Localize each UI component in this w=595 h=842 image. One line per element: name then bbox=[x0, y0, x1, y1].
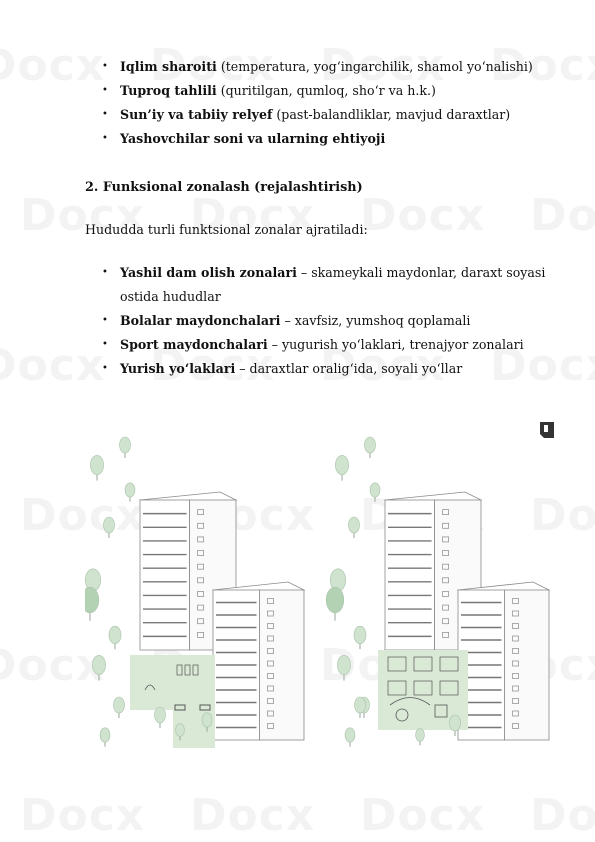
watermark-text bbox=[360, 790, 485, 841]
bullet-icon: • bbox=[102, 267, 108, 278]
bullet-icon: • bbox=[102, 339, 108, 350]
tree-icon bbox=[104, 517, 115, 538]
tree-icon bbox=[120, 437, 131, 458]
tree-icon bbox=[92, 655, 105, 680]
tree-icon bbox=[85, 587, 99, 621]
section-paragraph: Hududda turli funktsional zonalar ajratiladi: bbox=[85, 222, 368, 237]
tree-icon bbox=[416, 729, 425, 746]
tree-icon bbox=[370, 483, 380, 502]
watermark-text bbox=[0, 40, 105, 91]
tree-icon bbox=[155, 707, 166, 728]
bullet-icon: • bbox=[102, 133, 108, 144]
list-item: • Sun’iy va tabiiy relyef (past-balandliklar, mavjud daraxtlar) bbox=[98, 103, 533, 127]
tree-icon bbox=[114, 697, 125, 718]
tree-icon bbox=[337, 655, 350, 680]
tree-icon bbox=[125, 483, 135, 502]
list-item: • Yashil dam olish zonalari – skameykali maydonlar, daraxt soyasi ostida hududlar bbox=[98, 261, 545, 309]
list-item: • Yashovchilar soni va ularning ehtiyoji bbox=[98, 127, 533, 151]
list-item: • Bolalar maydonchalari – xavfsiz, yumshoq qoplamali bbox=[98, 309, 545, 333]
zones-list bbox=[98, 261, 545, 381]
list-item: • Yurish yo‘laklari – daraxtlar oralig‘ida, soyali yo‘llar bbox=[98, 357, 545, 381]
courtyard-scene-after bbox=[326, 437, 549, 747]
watermark-text bbox=[190, 790, 315, 841]
list-item: • Tuproq tahlili (quritilgan, qumloq, sho‘r va h.k.) bbox=[98, 79, 533, 103]
residential-building bbox=[213, 582, 304, 740]
bullet-icon: • bbox=[102, 61, 108, 72]
courtyard-illustration bbox=[85, 405, 555, 750]
list-item: • Sport maydonchalari – yugurish yo‘laklari, trenajyor zonalari bbox=[98, 333, 545, 357]
tree-icon bbox=[109, 626, 121, 649]
bullet-icon: • bbox=[102, 109, 108, 120]
tree-icon bbox=[326, 587, 344, 621]
tree-icon bbox=[335, 455, 348, 480]
section-heading: 2. Funksional zonalash (rejalashtirish) bbox=[85, 180, 363, 195]
watermark-text bbox=[530, 190, 595, 241]
watermark-text bbox=[0, 340, 105, 391]
tree-icon bbox=[354, 626, 366, 649]
tree-icon bbox=[100, 728, 110, 747]
watermark-text bbox=[360, 190, 485, 241]
courtyard-scene-before bbox=[85, 437, 304, 748]
analysis-list bbox=[98, 55, 533, 151]
list-item: • Iqlim sharoiti (temperatura, yog‘ingarchilik, shamol yo‘nalishi) bbox=[98, 55, 533, 79]
watermark-text bbox=[20, 790, 145, 841]
tree-icon bbox=[345, 728, 355, 747]
tree-icon bbox=[365, 437, 376, 458]
tree-icon bbox=[349, 517, 360, 538]
bullet-icon: • bbox=[102, 315, 108, 326]
watermark-text bbox=[530, 790, 595, 841]
bullet-icon: • bbox=[102, 85, 108, 96]
bullet-icon: • bbox=[102, 363, 108, 374]
tree-icon bbox=[90, 455, 103, 480]
residential-building bbox=[458, 582, 549, 740]
